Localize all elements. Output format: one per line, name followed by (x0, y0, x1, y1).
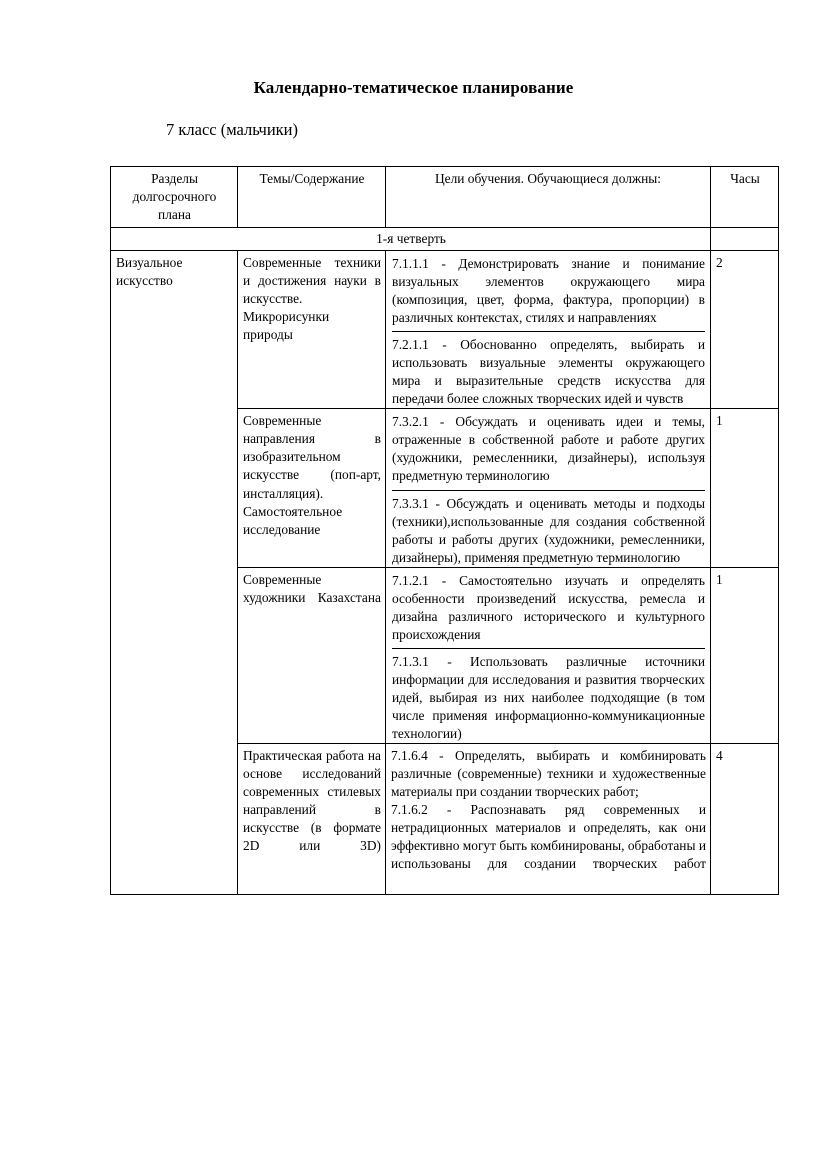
goals-subtable (392, 413, 705, 566)
topic-cell: Современные техники и достижения науки в искусстве. Микрорисунки природы (238, 251, 386, 409)
column-header-section: Разделы долгосрочного плана (111, 167, 238, 228)
goals-subtable (392, 255, 705, 408)
learning-goal: 7.3.2.1 - Обсуждать и оценивать идеи и темы, отраженные в собственной работе и работе других (художники, ремесленники, дизайнеры), используя предметную терминологию (392, 414, 705, 484)
learning-goal: 7.1.3.1 - Использовать различные источники информации для исследования и развития творческих идей, выбирая из них наиболее подходящие (в том числе применяя информационно-коммуникационные технологии) (392, 648, 705, 743)
topic-cell: Современные художники Казахстана (238, 567, 386, 743)
quarter-label: 1-я четверть (111, 228, 711, 251)
column-header-topic: Темы/Содержание (238, 167, 386, 228)
hours-cell: 1 (711, 567, 779, 743)
hours-cell: 2 (711, 251, 779, 409)
quarter-row (111, 228, 779, 251)
goal-sub-row (392, 648, 705, 743)
goal-sub-row (392, 255, 705, 332)
goals-subtable (392, 572, 705, 743)
section-label: Визуальное искусство (111, 251, 238, 895)
hours-cell: 1 (711, 409, 779, 567)
goal-sub-row (392, 332, 705, 409)
goals-cell (386, 251, 711, 409)
curriculum-table (110, 166, 779, 895)
quarter-hours-empty (711, 228, 779, 251)
goal-sub-row (392, 572, 705, 649)
learning-goal: 7.1.1.1 - Демонстрировать знание и понимание визуальных элементов окружающего мира (композиция, цвет, форма, фактура, пропорции) в различных контекстах, стилях и направлениях (392, 256, 705, 326)
page-subtitle: 7 класс (мальчики) (166, 120, 298, 139)
goals-cell (386, 409, 711, 567)
goal-sub-row (392, 413, 705, 490)
goals-cell (386, 567, 711, 743)
learning-goal: 7.1.2.1 - Самостоятельно изучать и определять особенности произведений искусства, ремесла и дизайна различного исторического и культурного происхождения (392, 572, 705, 642)
learning-goal: 7.2.1.1 - Обоснованно определять, выбирать и использовать визуальные элементы окружающего мира и выразительные средств искусства для передачи более сложных творческих идей и чувств (392, 332, 705, 409)
column-header-hours: Часы (711, 167, 779, 228)
column-header-goals: Цели обучения. Обучающиеся должны: (386, 167, 711, 228)
table-row (111, 251, 779, 409)
learning-goal: 7.3.3.1 - Обсуждать и оценивать методы и подходы (техники),использованные для создания собственной работы и работы других (художники, ремесленники, дизайнеры), применяя предметную терминологию (392, 490, 705, 567)
learning-goal: 7.1.6.4 - Определять, выбирать и комбинировать различные (современные) техники и художественные материалы при создании творческих работ; 7.1.6.2 - Распознавать ряд современных и нетрадиционных материалов и определять, как они эффективно могут быть комбинированы, обработаны и использованы для создании творческих работ (391, 747, 706, 872)
goals-cell (386, 743, 711, 894)
goal-sub-row (392, 490, 705, 567)
topic-cell: Практическая работа на основе исследований современных стилевых направлений в искусстве (в формате 2D или 3D) (238, 743, 386, 894)
topic-cell: Современные направления в изобразительном искусстве (поп-арт, инсталляция). Самостоятельное исследование (238, 409, 386, 567)
hours-cell: 4 (711, 743, 779, 894)
page-title: Календарно-тематическое планирование (253, 78, 574, 97)
table-header-row (111, 167, 779, 228)
